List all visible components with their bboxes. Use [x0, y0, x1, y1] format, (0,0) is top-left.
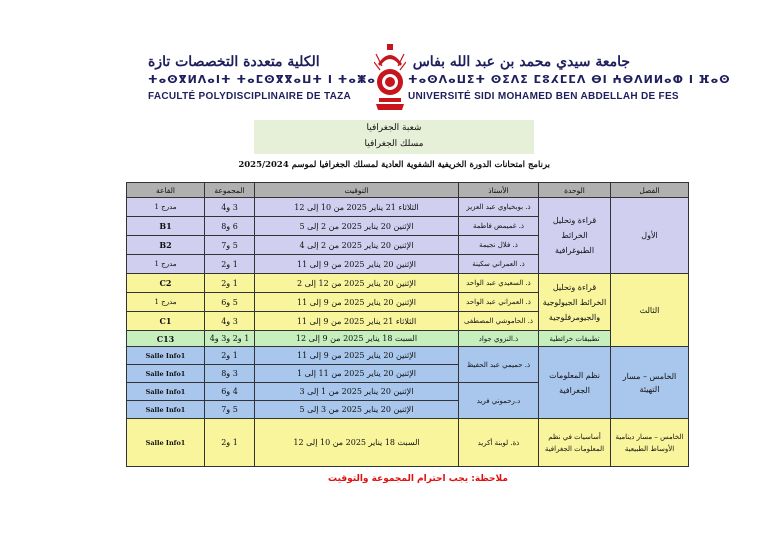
- table-row: [127, 274, 689, 293]
- group-cell: 1 و2: [205, 255, 255, 274]
- semester-cell: الأول: [611, 198, 689, 274]
- professor-cell: ذ. الحاموشي المصطفى: [459, 312, 539, 331]
- track-name: مسلك الجغرافيا: [364, 139, 424, 149]
- table-row: [127, 198, 689, 217]
- room-cell: Salle Info1: [127, 383, 205, 401]
- room-cell: C2: [127, 274, 205, 293]
- faculty-header: [148, 54, 376, 102]
- table-row: [127, 419, 689, 467]
- professor-cell: ذ. بوبخياوي عبد العزيز: [459, 198, 539, 217]
- program-title: برنامج امتحانات الدورة الخريفية الشفوية العادية لمسلك الجغرافيا لموسم 2025/2024: [238, 160, 550, 170]
- room-cell: Salle Info1: [127, 347, 205, 365]
- schedule-cell: الإثنين 20 يناير 2025 من 12 إلى 2: [255, 274, 459, 293]
- room-cell: C1: [127, 312, 205, 331]
- schedule-cell: الإثنين 20 يناير 2025 من 2 إلى 4: [255, 236, 459, 255]
- header-schedule: التوقيت: [255, 183, 459, 198]
- semester-cell: الثالث: [611, 274, 689, 347]
- table-header-row: [127, 183, 689, 198]
- faculty-arabic-name: الكلية متعددة التخصصات تازة: [148, 54, 320, 70]
- university-tifinagh-name: ⵜⴰⵙⴷⴰⵡⵉⵜ ⵙⵉⴷⵉ ⵎⵓⵃⵎⵎⴷ ⴱⵏ ⵄⴱⴷⵍⵍⴰⵀ ⵏ ⴼⴰⵙ: [408, 73, 731, 86]
- faculty-french-name: FACULTÉ POLYDISCIPLINAIRE DE TAZA: [148, 91, 352, 102]
- module-cell: تطبيقات خرائطية: [539, 331, 611, 347]
- faculty-tifinagh-name: ⵜⴰⵙⴳⵍⴷⴰⵏⵜ ⵜⴰⵎⵙⴳⴳⴰⵡⵜ ⵏ ⵜⴰⵥⴰ: [148, 73, 376, 86]
- header-professor: الأستاذ: [459, 183, 539, 198]
- module-cell: قراءة وتحليل الخرائط الجيولوجية والجيومرفلوجية: [539, 274, 611, 331]
- schedule-cell: الإثنين 20 يناير 2025 من 11 إلى 1: [255, 365, 459, 383]
- semester-cell: الخامس – مسار دينامية الأوساط الطبيعية: [611, 419, 689, 467]
- schedule-cell: الإثنين 20 يناير 2025 من 9 إلى 11: [255, 255, 459, 274]
- university-logo: [374, 44, 406, 112]
- professor-cell: ذ. غميمض فاطمة: [459, 217, 539, 236]
- room-cell: مدرج 1: [127, 198, 205, 217]
- professor-cell: ذ. العمراني سكينة: [459, 255, 539, 274]
- professor-cell: ذ. العمراني عبد الواحد: [459, 293, 539, 312]
- schedule-cell: الإثنين 20 يناير 2025 من 9 إلى 11: [255, 293, 459, 312]
- module-cell: قراءة وتحليل الخرائط الطبوغرافية: [539, 198, 611, 274]
- room-cell: مدرج 1: [127, 293, 205, 312]
- group-cell: 3 و4: [205, 312, 255, 331]
- schedule-cell: الثلاثاء 21 يناير 2025 من 10 إلى 12: [255, 198, 459, 217]
- exam-schedule-table: [126, 182, 689, 467]
- module-cell: نظم المعلومات الجغرافية: [539, 347, 611, 419]
- group-cell: 1 و2: [205, 274, 255, 293]
- header-group: المجموعة: [205, 183, 255, 198]
- professor-cell: د.رحموني فريد: [459, 383, 539, 419]
- table-row: [127, 347, 689, 365]
- schedule-cell: الإثنين 20 يناير 2025 من 3 إلى 5: [255, 401, 459, 419]
- schedule-cell: السبت 18 يناير 2025 من 9 إلى 12: [255, 331, 459, 347]
- professor-cell: ذ. فلال نجيمة: [459, 236, 539, 255]
- schedule-cell: الإثنين 20 يناير 2025 من 1 إلى 3: [255, 383, 459, 401]
- professor-cell: ذ. حميمي عبد الحفيظ: [459, 347, 539, 383]
- room-cell: Salle Info1: [127, 401, 205, 419]
- table-row: [127, 331, 689, 347]
- university-header: [408, 54, 731, 102]
- schedule-cell: الإثنين 20 يناير 2025 من 2 إلى 5: [255, 217, 459, 236]
- department-box: [254, 120, 534, 154]
- group-cell: 5 و7: [205, 236, 255, 255]
- group-cell: 1 و2 و3 و4: [205, 331, 255, 347]
- group-cell: 1 و2: [205, 419, 255, 467]
- header-module: الوحدة: [539, 183, 611, 198]
- room-cell: Salle Info1: [127, 419, 205, 467]
- group-cell: 4 و6: [205, 383, 255, 401]
- group-cell: 5 و7: [205, 401, 255, 419]
- professor-cell: ذ. السعيدي عبد الواحد: [459, 274, 539, 293]
- room-cell: B2: [127, 236, 205, 255]
- header-semester: الفصل: [611, 183, 689, 198]
- semester-cell: الخامس – مسار التهيئة: [611, 347, 689, 419]
- room-cell: C13: [127, 331, 205, 347]
- room-cell: Salle Info1: [127, 365, 205, 383]
- university-french-name: UNIVERSITÉ SIDI MOHAMED BEN ABDELLAH DE FES: [408, 91, 679, 102]
- group-cell: 3 و4: [205, 198, 255, 217]
- group-cell: 6 و8: [205, 217, 255, 236]
- schedule-cell: الثلاثاء 21 يناير 2025 من 9 إلى 11: [255, 312, 459, 331]
- schedule-cell: السبت 18 يناير 2025 من 10 إلى 12: [255, 419, 459, 467]
- professor-cell: ذة. لوبنة أكريد: [459, 419, 539, 467]
- module-cell: أساسيات في نظم المعلومات الجغرافية: [539, 419, 611, 467]
- university-arabic-name: جامعة سيدي محمد بن عبد الله بفاس: [412, 54, 630, 70]
- room-cell: B1: [127, 217, 205, 236]
- header-room: القاعة: [127, 183, 205, 198]
- group-cell: 5 و6: [205, 293, 255, 312]
- group-cell: 3 و8: [205, 365, 255, 383]
- professor-cell: ذ.النزوي جواد: [459, 331, 539, 347]
- note: ملاحظة: يجب احترام المجموعة والتوقيت: [328, 474, 508, 484]
- schedule-cell: الإثنين 20 يناير 2025 من 9 إلى 11: [255, 347, 459, 365]
- department-name: شعبة الجغرافيا: [366, 123, 422, 133]
- group-cell: 1 و2: [205, 347, 255, 365]
- room-cell: مدرج 1: [127, 255, 205, 274]
